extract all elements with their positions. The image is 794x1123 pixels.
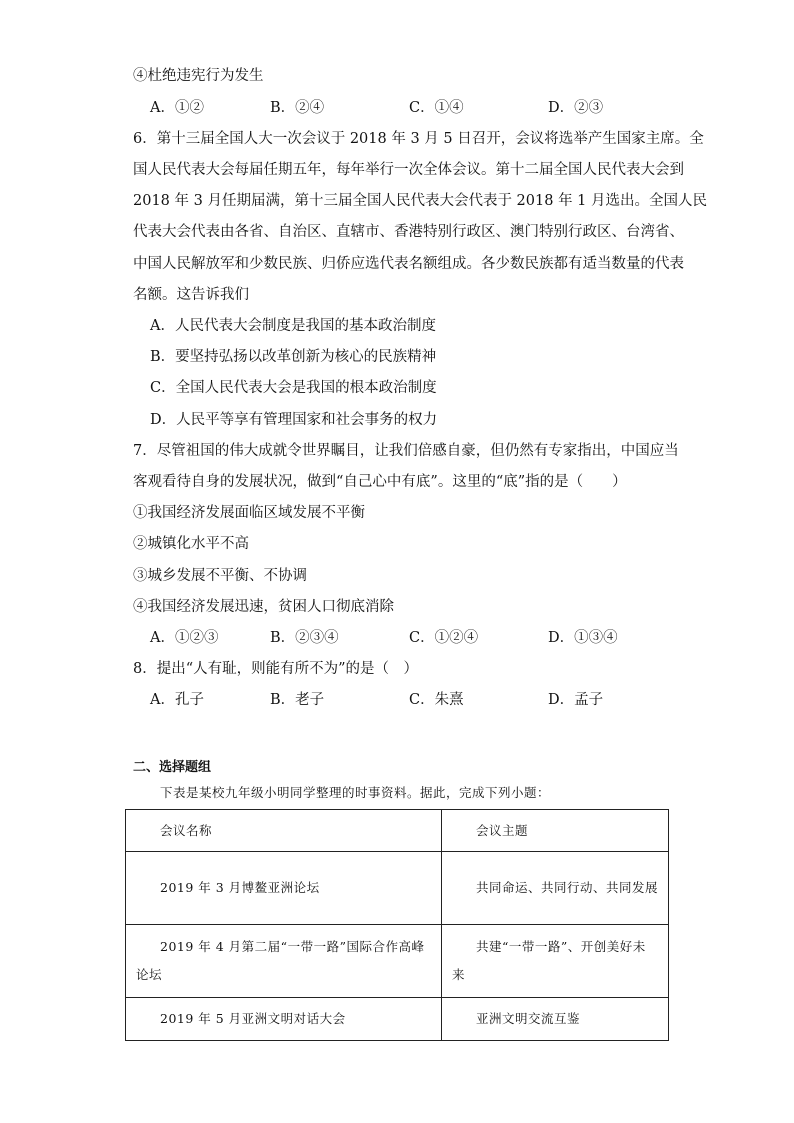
q6-option-d[interactable]: D．人民平等享有管理国家和社会事务的权力 (150, 412, 438, 428)
q7-option-b[interactable]: B．②③④ (270, 630, 339, 646)
q8-option-b[interactable]: B．老子 (270, 692, 325, 708)
q7-stem-line: 客观看待自身的发展状况，做到“自己心中有底”。这里的“底”指的是（ ） (133, 474, 627, 490)
q6-stem-line: 名额。这告诉我们 (133, 287, 249, 303)
table-row (126, 925, 669, 998)
q5-item-4: ④杜绝违宪行为发生 (133, 68, 264, 84)
q5-option-a[interactable]: A．①② (150, 100, 204, 116)
q7-option-d[interactable]: D．①③④ (548, 630, 618, 646)
q7-item-2: ②城镇化水平不高 (133, 536, 249, 552)
table-header-cell: 会议名称 (126, 810, 442, 852)
q7-item-1: ①我国经济发展面临区域发展不平衡 (133, 505, 365, 521)
table-row (126, 998, 669, 1041)
q5-option-d[interactable]: D．②③ (548, 100, 604, 116)
q5-option-b[interactable]: B．②④ (270, 100, 325, 116)
q7-option-a[interactable]: A．①②③ (150, 630, 219, 646)
q6-stem-line: 中国人民解放军和少数民族、归侨应选代表名额组成。各少数民族都有适当数量的代表 (133, 256, 684, 272)
table-header-cell: 会议主题 (442, 810, 669, 852)
q8-stem: 8．提出“人有耻，则能有所不为”的是（ ） (133, 661, 419, 677)
q7-item-3: ③城乡发展不平衡、不协调 (133, 568, 307, 584)
q7-stem-line: 7．尽管祖国的伟大成就令世界瞩目，让我们倍感自豪，但仍然有专家指出，中国应当 (133, 443, 679, 459)
q6-option-a[interactable]: A．人民代表大会制度是我国的基本政治制度 (150, 318, 436, 334)
table-cell: 亚洲文明交流互鉴 (442, 998, 669, 1041)
q6-stem-line: 国人民代表大会每届任期五年，每年举行一次全体会议。第十二届全国人民代表大会到 (133, 162, 684, 178)
q5-option-c[interactable]: C．①④ (409, 100, 464, 116)
table-cell: 共建“一带一路”、开创美好未来 (442, 925, 669, 998)
q6-stem-line: 6．第十三届全国人大一次会议于 2018 年 3 月 5 日召开，会议将选举产生国家主席。全 (133, 131, 704, 147)
q6-stem-line: 代表大会代表由各省、自治区、直辖市、香港特别行政区、澳门特别行政区、台湾省、 (133, 224, 684, 240)
table-header-row (126, 810, 669, 852)
table-row (126, 852, 669, 925)
q8-option-c[interactable]: C．朱熹 (409, 692, 464, 708)
table-cell: 2019 年 3 月博鳌亚洲论坛 (126, 852, 442, 925)
q7-item-4: ④我国经济发展迅速，贫困人口彻底消除 (133, 599, 394, 615)
q6-stem-line: 2018 年 3 月任期届满，第十三届全国人民代表大会代表于 2018 年 1 月选出。全国人民 (133, 193, 708, 209)
q6-option-c[interactable]: C．全国人民代表大会是我国的根本政治制度 (150, 380, 437, 396)
section-intro: 下表是某校九年级小明同学整理的时事资料。据此，完成下列小题： (160, 785, 551, 800)
table-cell: 2019 年 5 月亚洲文明对话大会 (126, 998, 442, 1041)
table-cell: 2019 年 4 月第二届“一带一路”国际合作高峰论坛 (126, 925, 442, 998)
q8-option-d[interactable]: D．孟子 (548, 692, 604, 708)
q7-option-c[interactable]: C．①②④ (409, 630, 479, 646)
events-table (125, 809, 669, 1041)
q6-option-b[interactable]: B．要坚持弘扬以改革创新为核心的民族精神 (150, 349, 437, 365)
q8-option-a[interactable]: A．孔子 (150, 692, 204, 708)
table-cell: 共同命运、共同行动、共同发展 (442, 852, 669, 925)
section-title: 二、选择题组 (133, 760, 212, 775)
